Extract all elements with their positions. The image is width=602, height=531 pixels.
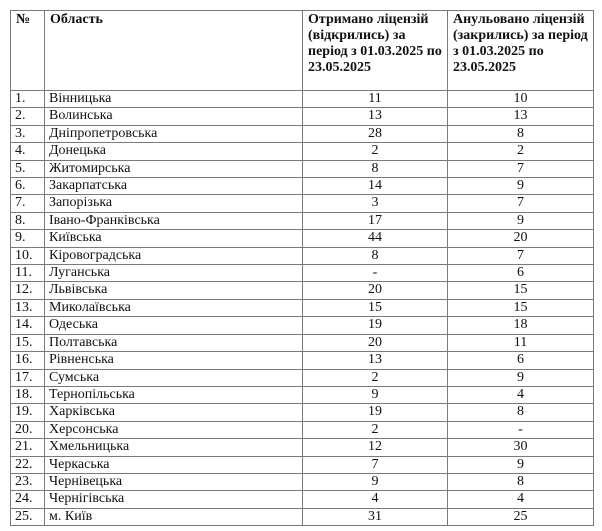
row-closed: 6 bbox=[448, 265, 594, 282]
row-number: 23. bbox=[11, 473, 45, 490]
table-row bbox=[11, 125, 594, 142]
row-closed: 2 bbox=[448, 143, 594, 160]
row-number: 14. bbox=[11, 317, 45, 334]
row-number: 12. bbox=[11, 282, 45, 299]
row-region: Вінницька bbox=[45, 91, 303, 108]
row-opened: 9 bbox=[303, 473, 448, 490]
row-opened: 14 bbox=[303, 178, 448, 195]
row-number: 7. bbox=[11, 195, 45, 212]
table-row bbox=[11, 160, 594, 177]
header-region: Область bbox=[45, 11, 303, 91]
row-closed: 20 bbox=[448, 230, 594, 247]
row-number: 17. bbox=[11, 369, 45, 386]
row-opened: - bbox=[303, 265, 448, 282]
row-opened: 4 bbox=[303, 491, 448, 508]
row-number: 20. bbox=[11, 421, 45, 438]
table-row bbox=[11, 439, 594, 456]
table-row bbox=[11, 108, 594, 125]
row-closed: - bbox=[448, 421, 594, 438]
row-number: 21. bbox=[11, 439, 45, 456]
row-closed: 7 bbox=[448, 195, 594, 212]
row-opened: 44 bbox=[303, 230, 448, 247]
row-opened: 3 bbox=[303, 195, 448, 212]
table-row bbox=[11, 195, 594, 212]
table-row bbox=[11, 491, 594, 508]
row-region: Черкаська bbox=[45, 456, 303, 473]
table-row bbox=[11, 369, 594, 386]
row-number: 6. bbox=[11, 178, 45, 195]
table-row bbox=[11, 404, 594, 421]
row-closed: 13 bbox=[448, 108, 594, 125]
row-opened: 2 bbox=[303, 369, 448, 386]
row-region: Дніпропетровська bbox=[45, 125, 303, 142]
row-opened: 28 bbox=[303, 125, 448, 142]
table-row bbox=[11, 143, 594, 160]
row-number: 3. bbox=[11, 125, 45, 142]
table-row bbox=[11, 178, 594, 195]
row-region: Донецька bbox=[45, 143, 303, 160]
row-closed: 6 bbox=[448, 352, 594, 369]
row-closed: 18 bbox=[448, 317, 594, 334]
row-region: Львівська bbox=[45, 282, 303, 299]
row-region: Херсонська bbox=[45, 421, 303, 438]
row-number: 1. bbox=[11, 91, 45, 108]
row-closed: 4 bbox=[448, 386, 594, 403]
row-opened: 8 bbox=[303, 160, 448, 177]
table-row bbox=[11, 212, 594, 229]
row-number: 18. bbox=[11, 386, 45, 403]
row-region: Хмельницька bbox=[45, 439, 303, 456]
table-row bbox=[11, 230, 594, 247]
row-region: Запорізька bbox=[45, 195, 303, 212]
row-region: Волинська bbox=[45, 108, 303, 125]
table-row bbox=[11, 473, 594, 490]
row-closed: 25 bbox=[448, 508, 594, 525]
row-closed: 9 bbox=[448, 212, 594, 229]
table-row bbox=[11, 456, 594, 473]
row-opened: 12 bbox=[303, 439, 448, 456]
table-body bbox=[11, 91, 594, 526]
row-region: Івано-Франківська bbox=[45, 212, 303, 229]
row-closed: 8 bbox=[448, 473, 594, 490]
row-region: Сумська bbox=[45, 369, 303, 386]
row-number: 9. bbox=[11, 230, 45, 247]
row-closed: 30 bbox=[448, 439, 594, 456]
row-opened: 2 bbox=[303, 143, 448, 160]
row-number: 5. bbox=[11, 160, 45, 177]
row-opened: 19 bbox=[303, 317, 448, 334]
row-number: 8. bbox=[11, 212, 45, 229]
row-opened: 20 bbox=[303, 334, 448, 351]
row-opened: 13 bbox=[303, 108, 448, 125]
row-closed: 15 bbox=[448, 299, 594, 316]
row-region: м. Київ bbox=[45, 508, 303, 525]
table-row bbox=[11, 352, 594, 369]
table-row bbox=[11, 282, 594, 299]
row-closed: 4 bbox=[448, 491, 594, 508]
row-number: 22. bbox=[11, 456, 45, 473]
table-row bbox=[11, 299, 594, 316]
row-opened: 8 bbox=[303, 247, 448, 264]
row-number: 19. bbox=[11, 404, 45, 421]
table-row bbox=[11, 334, 594, 351]
header-closed: Анульовано ліцензій (закрились) за період з 01.03.2025 по 23.05.2025 bbox=[448, 11, 594, 91]
row-closed: 9 bbox=[448, 369, 594, 386]
row-region: Рівненська bbox=[45, 352, 303, 369]
row-closed: 9 bbox=[448, 178, 594, 195]
table-row bbox=[11, 265, 594, 282]
table-row bbox=[11, 91, 594, 108]
row-number: 2. bbox=[11, 108, 45, 125]
table-row bbox=[11, 421, 594, 438]
row-closed: 7 bbox=[448, 247, 594, 264]
row-closed: 11 bbox=[448, 334, 594, 351]
row-opened: 7 bbox=[303, 456, 448, 473]
row-region: Тернопільська bbox=[45, 386, 303, 403]
header-number: № bbox=[11, 11, 45, 91]
row-number: 4. bbox=[11, 143, 45, 160]
row-region: Закарпатська bbox=[45, 178, 303, 195]
row-region: Чернівецька bbox=[45, 473, 303, 490]
row-closed: 7 bbox=[448, 160, 594, 177]
row-opened: 19 bbox=[303, 404, 448, 421]
row-number: 13. bbox=[11, 299, 45, 316]
row-opened: 2 bbox=[303, 421, 448, 438]
row-opened: 20 bbox=[303, 282, 448, 299]
row-number: 24. bbox=[11, 491, 45, 508]
row-opened: 9 bbox=[303, 386, 448, 403]
row-number: 15. bbox=[11, 334, 45, 351]
row-opened: 15 bbox=[303, 299, 448, 316]
row-opened: 11 bbox=[303, 91, 448, 108]
row-region: Полтавська bbox=[45, 334, 303, 351]
row-region: Одеська bbox=[45, 317, 303, 334]
row-region: Житомирська bbox=[45, 160, 303, 177]
row-number: 16. bbox=[11, 352, 45, 369]
row-closed: 8 bbox=[448, 125, 594, 142]
row-region: Миколаївська bbox=[45, 299, 303, 316]
table-row bbox=[11, 247, 594, 264]
table-header-row bbox=[11, 11, 594, 91]
header-opened: Отримано ліцензій (відкрились) за період з 01.03.2025 по 23.05.2025 bbox=[303, 11, 448, 91]
row-region: Кіровоградська bbox=[45, 247, 303, 264]
row-region: Київська bbox=[45, 230, 303, 247]
row-number: 11. bbox=[11, 265, 45, 282]
row-region: Луганська bbox=[45, 265, 303, 282]
table-row bbox=[11, 508, 594, 525]
table-row bbox=[11, 317, 594, 334]
row-closed: 15 bbox=[448, 282, 594, 299]
row-region: Чернігівська bbox=[45, 491, 303, 508]
row-opened: 13 bbox=[303, 352, 448, 369]
row-number: 10. bbox=[11, 247, 45, 264]
row-closed: 9 bbox=[448, 456, 594, 473]
licenses-table bbox=[10, 10, 594, 526]
row-closed: 8 bbox=[448, 404, 594, 421]
row-number: 25. bbox=[11, 508, 45, 525]
row-opened: 31 bbox=[303, 508, 448, 525]
row-closed: 10 bbox=[448, 91, 594, 108]
table-row bbox=[11, 386, 594, 403]
row-opened: 17 bbox=[303, 212, 448, 229]
row-region: Харківська bbox=[45, 404, 303, 421]
